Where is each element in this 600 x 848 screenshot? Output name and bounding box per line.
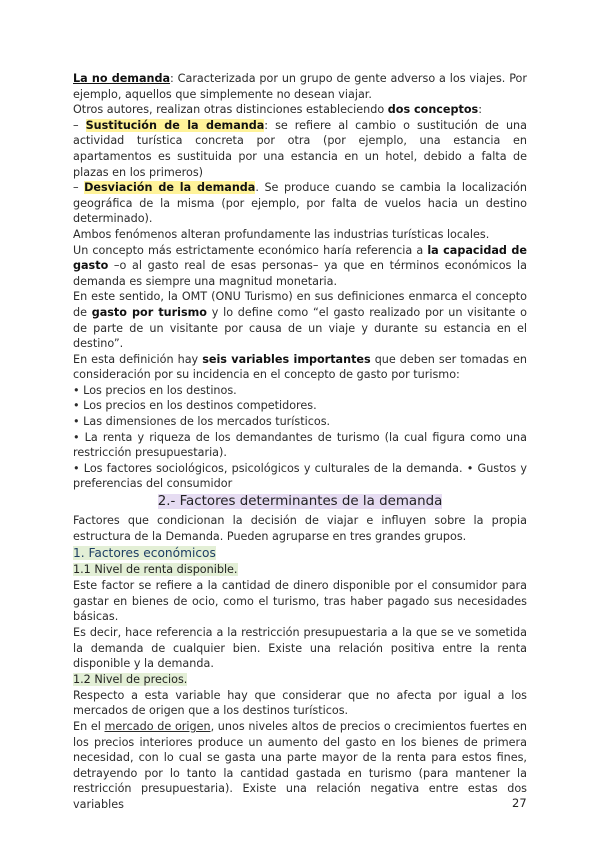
term-sustitucion: Sustitución de la demanda [85,118,265,132]
list-item: • La renta y riqueza de los demandantes de turismo (la cual figura como una restricción presupuestaria). [73,430,527,460]
paragraph-ambos: Ambos fenómenos alteran profundamente las industrias turísticas locales. [73,227,490,241]
dash: – [73,181,85,195]
paragraph-text: : se refiere al cambio o sustitución de una actividad turística concreta por otra (por ejemplo, una estancia en apartamentos es sustituida por una estancia en un hotel, debido a falta de plazas en los primeros) [73,118,527,179]
bold-capacidad-gasto: la capacidad de gasto [73,243,527,273]
paragraph-text: . Se produce cuando se cambia la localización geográfica de la misma (por ejemplo, por falta de vuelos hacia un destino determinado). [73,181,527,226]
paragraph-no-demanda [73,71,527,102]
bold-seis-variables: seis variables importantes [202,352,371,366]
subsubsection-title-renta [73,562,527,578]
paragraph-factores: Factores que condicionan la decisión de viajar e influyen sobre la propia estructura de la Demanda. Pueden agruparse en tres grandes grupos. [73,514,527,543]
paragraph-seis-variables [73,352,527,383]
paragraph-text: : Caracterizada por un grupo de gente adverso a los viajes. Por ejemplo, aquellos que simplemente no desean viajar. [73,72,527,101]
paragraph-renta-2: Es decir, hace referencia a la restricción presupuestaria a la que se ve sometida la demanda de cualquier bien. Existe una relación positiva entre la renta disponible y la demanda. [73,626,527,671]
paragraph-text: En esta definición hay [73,352,203,366]
bold-gasto-turismo: gasto por turismo [91,305,207,319]
subsection-title [73,545,527,562]
paragraph-mercado-origen [73,719,527,813]
paragraph-text: En el [73,719,105,733]
dash: – [73,118,86,132]
paragraph-text: : [478,103,482,117]
list-item: • Las dimensiones de los mercados turísticos. [73,415,331,429]
paragraph-sustitucion [73,118,527,180]
subsubsection-title-text: 1.2 Nivel de precios. [73,672,188,686]
paragraph-text: –o al gasto real de esas personas– ya que en términos económicos la demanda es siempre una magnitud monetaria. [73,259,527,288]
paragraph-text: y lo define como “el gasto realizado por un visitante o de parte de un visitante por causa de un viaje y durante su estancia en el destino”. [73,305,528,351]
paragraph-otros-autores [73,102,527,118]
underlined-mercado-origen: mercado de origen [104,719,211,733]
paragraph-desviacion [73,180,527,227]
paragraph-concepto-economico [73,243,527,290]
page-number: 27 [512,796,527,810]
page-content [73,71,527,813]
paragraph-omt [73,289,527,351]
paragraph-text: En este sentido, la OMT (ONU Turismo) en sus definiciones enmarca el concepto de [73,290,527,319]
section-title [73,493,527,511]
section-title-text: 2.- Factores determinantes de la demanda [157,494,443,510]
paragraph-text: , unos niveles altos de precios o crecimientos fuertes en los precios interiores produce un aumento del gasto en los bienes de primera necesidad, con lo cual se gasta una parte mayor de la renta para estos fines, detrayendo por lo tanto la cantidad gastada en turismo (para mantener la restricción presupuestaria). Existe una relación negativa entre estas dos variables [73,719,528,811]
paragraph-precios-1: Respecto a esta variable hay que considerar que no afecta por igual a los mercados de origen que a los destinos turísticos. [73,688,527,718]
term-no-demanda: La no demanda [73,72,171,85]
list-item: • Los precios en los destinos. [73,383,237,397]
list-item: • Los factores sociológicos, psicológicos y culturales de la demanda. • Gustos y preferencias del consumidor [73,461,527,491]
paragraph-text: que deben ser tomadas en consideración por su incidencia en el concepto de gasto por turismo: [73,352,527,382]
paragraph-text: Otros autores, realizan otras distinciones estableciendo [73,103,388,117]
subsubsection-title-text: 1.1 Nivel de renta disponible. [73,563,238,577]
paragraph-renta-1: Este factor se refiere a la cantidad de dinero disponible por el consumidor para gastar en bienes de ocio, como el turismo, tras haber pagado sus necesidades básicas. [73,579,527,624]
bold-dos-conceptos: dos conceptos [387,103,479,117]
list-item: • Los precios en los destinos competidores. [73,399,317,413]
paragraph-text: Un concepto más estrictamente económico haría referencia a [73,243,428,257]
subsubsection-title-precios [73,672,527,688]
term-desviacion: Desviación de la demanda [84,181,256,195]
subsection-title-text: 1. Factores económicos [73,546,216,561]
